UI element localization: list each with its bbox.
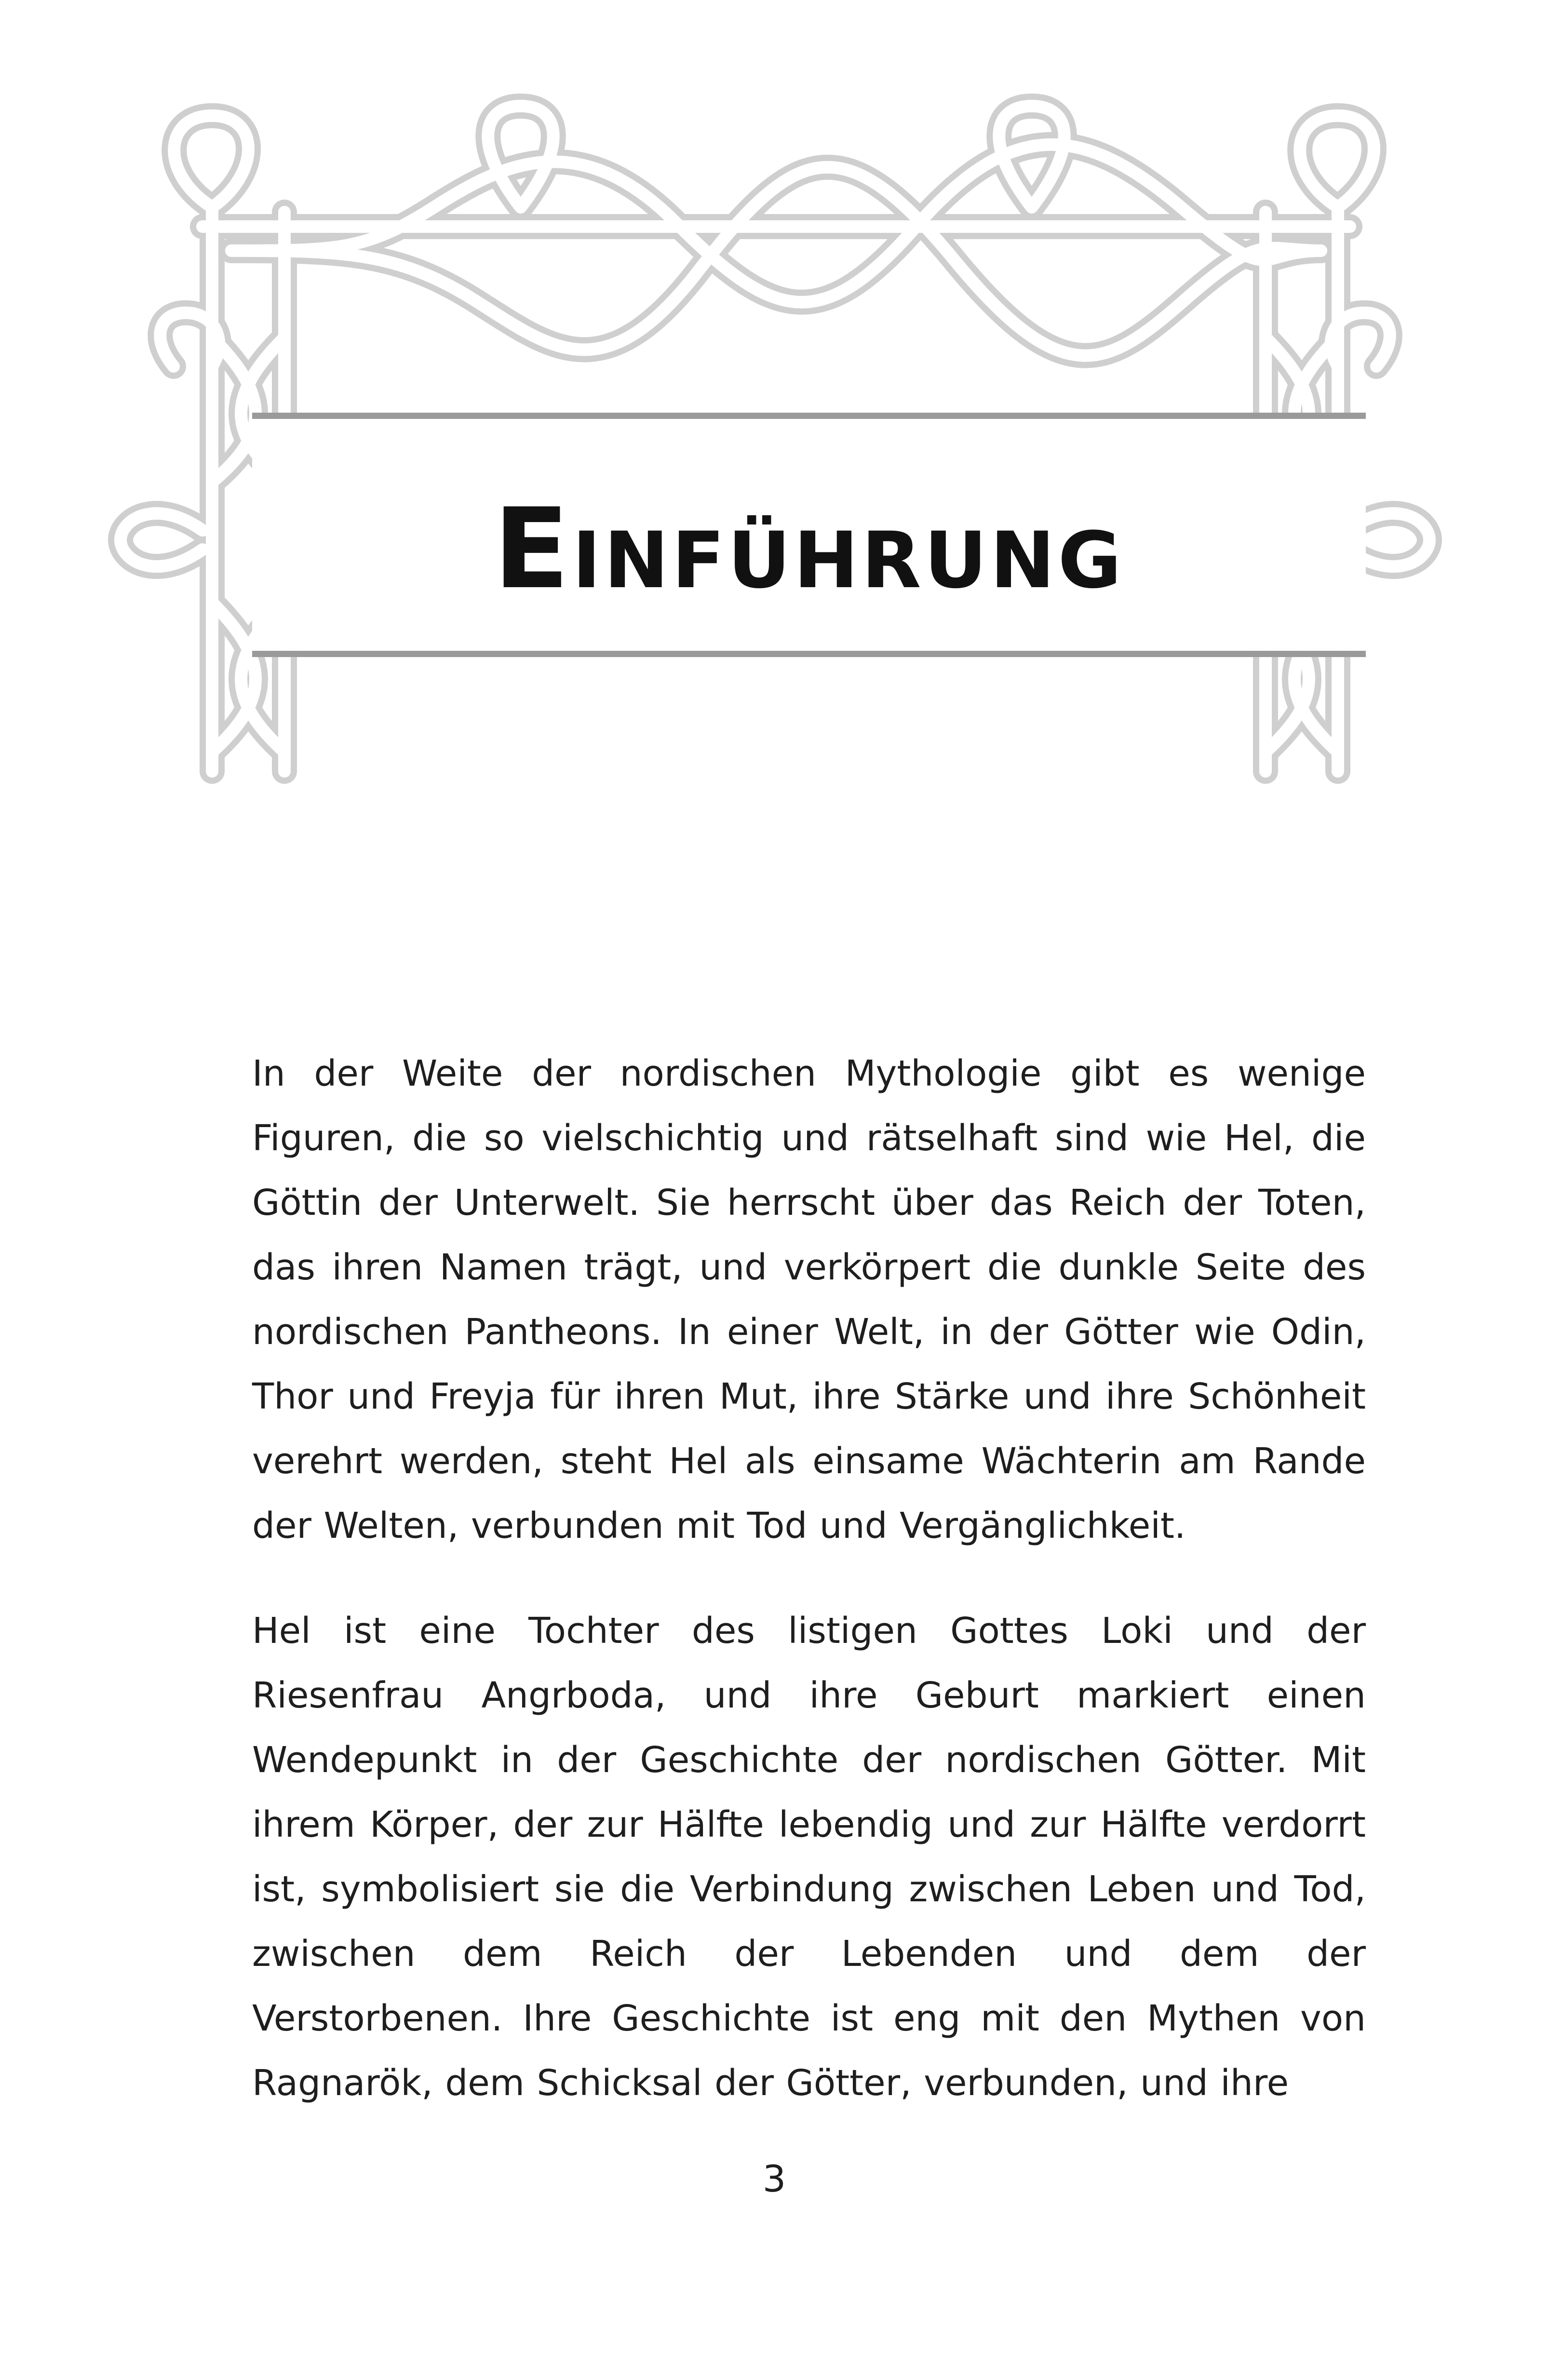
celtic-knot-frame-icon — [0, 0, 1549, 791]
body-text — [252, 1041, 1366, 2156]
page-number: 3 — [762, 2157, 786, 2200]
paragraph-2: Hel ist eine Tochter des listigen Gottes Loki und der Riesenfrau Angrboda, und ihre Geburt markiert einen Wendepunkt in der Geschichte der nordischen Götter. Mit ihrem Körper, der zur Hälfte lebendig und zur Hälfte verdorrt ist, symbolisiert sie die Verbindung zwischen Leben und Tod, zwischen dem Reich der Lebenden und dem der Verstorbenen. Ihre Geschichte ist eng mit den Mythen von Ragnarök, dem Schicksal der Götter, verbunden, und ihre — [252, 1610, 1366, 2104]
title-rule-bottom — [252, 651, 1366, 657]
title-rule-top — [252, 413, 1366, 419]
chapter-title: Einführung — [493, 485, 1125, 614]
paragraph-1: In der Weite der nordischen Mythologie gibt es wenige Figuren, die so vielschichtig und rätselhaft sind wie Hel, die Göttin der Unterwelt. Sie herrscht über das Reich der Toten, das ihren Namen trägt, und verkörpert die dunkle Seite des nordischen Pantheons. In einer Welt, in der Götter wie Odin, Thor und Freyja für ihren Mut, ihre Stärke und ihre Schönheit verehrt werden, steht Hel als einsame Wächterin am Rande der Welten, verbunden mit Tod und Vergänglichkeit. — [252, 1053, 1366, 1546]
